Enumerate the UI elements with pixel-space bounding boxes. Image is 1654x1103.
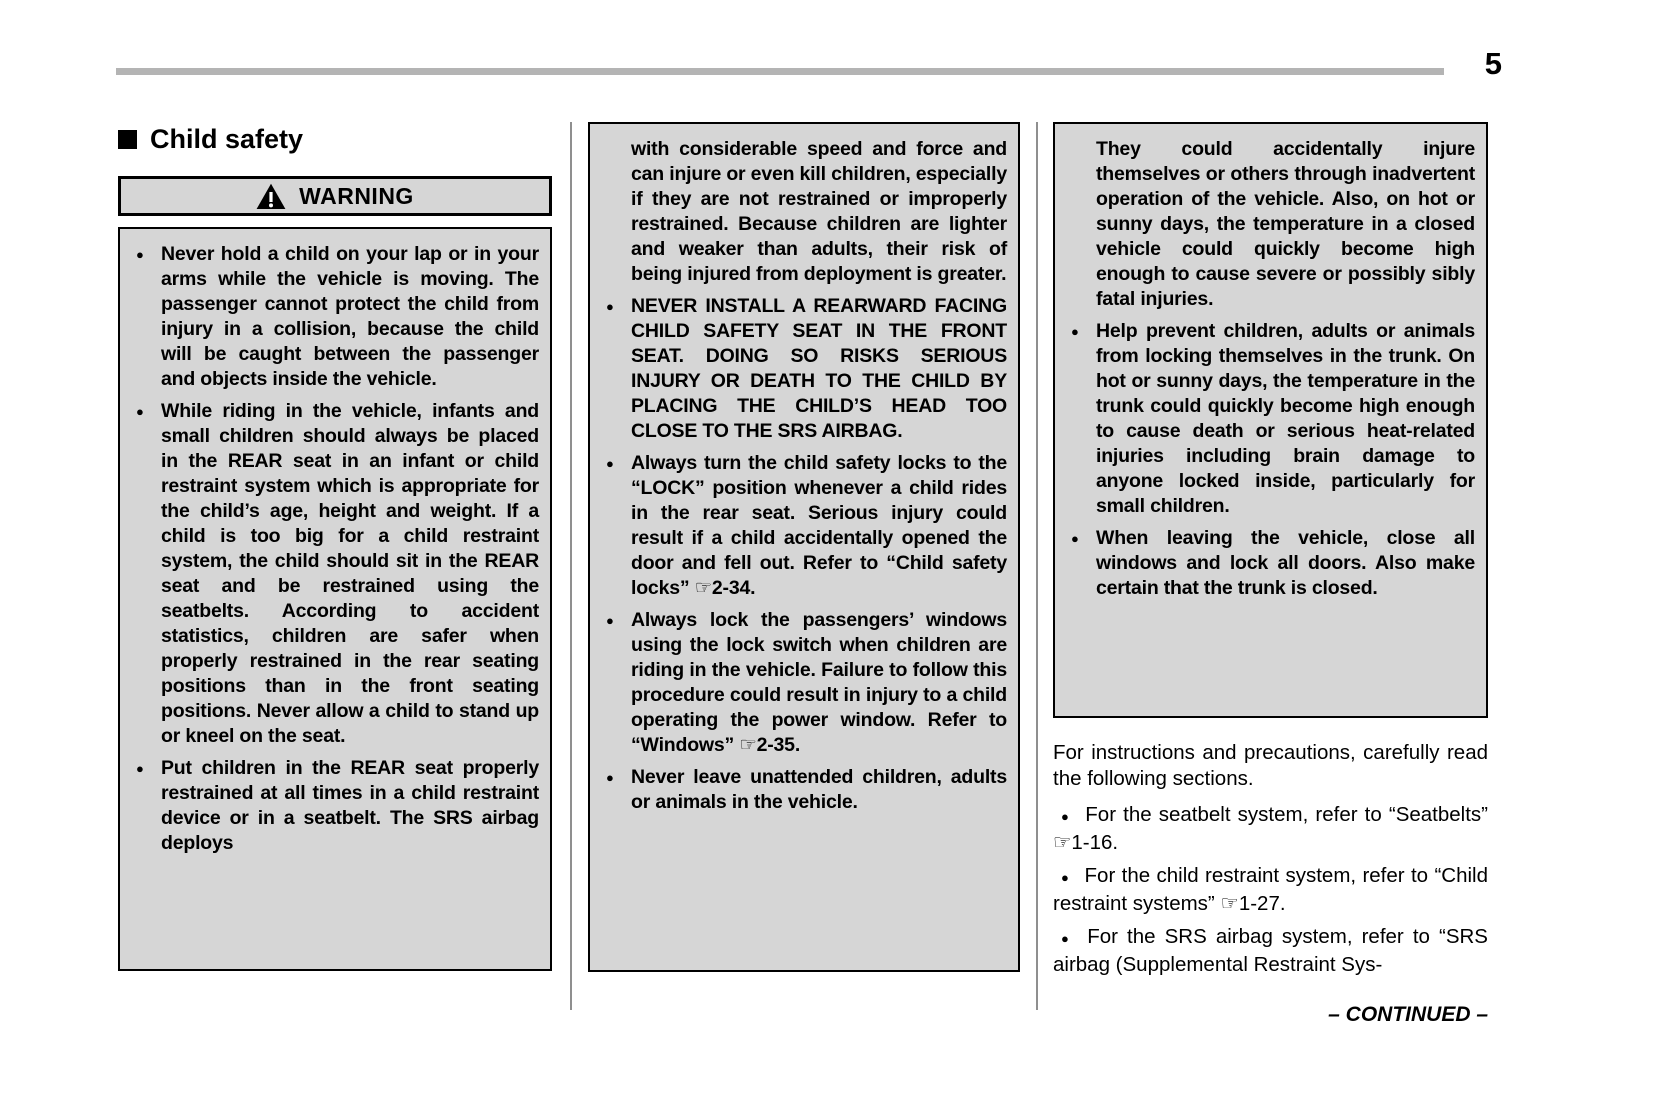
section-heading bbox=[118, 124, 552, 155]
warning-bullet-list-1 bbox=[131, 242, 539, 856]
warning-box-column-3 bbox=[1053, 122, 1488, 718]
warning-bullet: ● Never hold a child on your lap or in your arms while the vehicle is moving. The passenger cannot protect the child from injury in a collision, because the child will be caught between the passenger and objects inside the vehicle. bbox=[131, 242, 539, 392]
warning-continuation-text: They could accidentally injure themselves or others through inadvertent operation of the vehicle. Also, on hot or sunny days, the temperature in a closed vehicle could quickly become high enough to cause severe or possibly sibly fatal injuries. bbox=[1096, 138, 1475, 310]
warning-header bbox=[118, 176, 552, 216]
reference-list bbox=[1053, 802, 1488, 978]
references-intro: For instructions and precautions, carefully read the following sections. bbox=[1053, 741, 1488, 790]
warning-bullet-list-2 bbox=[601, 294, 1007, 815]
warning-bullet: ● Help prevent children, adults or animals from locking themselves in the trunk. On hot or sunny days, the temperature in the trunk could quickly become high enough to cause death or serious heat-related injuries including brain damage to anyone locked inside, particularly for small children. bbox=[1066, 319, 1475, 519]
warning-continuation-text: with considerable speed and force and can injure or even kill children, especially if they are not restrained or improperly restrained. Because children are lighter and weaker than adults, their risk of being injured from deployment is greater. bbox=[631, 138, 1007, 285]
warning-bullet-list-3 bbox=[1066, 319, 1475, 601]
column-2 bbox=[588, 122, 1020, 972]
warning-box-column-1 bbox=[118, 227, 552, 971]
warning-bullet: ● Always turn the child safety locks to the “LOCK” position whenever a child rides in the rear seat. Serious injury could result if a child accidentally opened the door and fell out. Refer to “Child safety locks” ☞2-34. bbox=[601, 451, 1007, 601]
column-divider-2 bbox=[1036, 122, 1038, 1010]
section-square-icon bbox=[118, 130, 137, 149]
references-section bbox=[1053, 740, 1488, 978]
warning-triangle-icon bbox=[256, 183, 286, 210]
reference-item: ● For the child restraint system, refer to “Child restraint systems” ☞1-27. bbox=[1053, 863, 1488, 917]
warning-box-column-2 bbox=[588, 122, 1020, 972]
column-1 bbox=[118, 124, 552, 971]
continued-label: – CONTINUED – bbox=[1328, 1003, 1488, 1026]
warning-bullet: ● NEVER INSTALL A REARWARD FACING CHILD SAFETY SEAT IN THE FRONT SEAT. DOING SO RISKS SERIOUS INJURY OR DEATH TO THE CHILD BY PLACING THE CHILD’S HEAD TOO CLOSE TO THE SRS AIRBAG. bbox=[601, 294, 1007, 444]
column-divider-1 bbox=[570, 122, 572, 1010]
warning-bullet: ● Never leave unattended children, adults or animals in the vehicle. bbox=[601, 765, 1007, 815]
reference-item: ● For the seatbelt system, refer to “Seatbelts” ☞1-16. bbox=[1053, 802, 1488, 856]
warning-bullet: ● Put children in the REAR seat properly restrained at all times in a child restraint device or in a seatbelt. The SRS airbag deploys bbox=[131, 756, 539, 856]
section-heading-text: Child safety bbox=[150, 124, 304, 154]
warning-bullet: ● While riding in the vehicle, infants and small children should always be placed in the REAR seat in an infant or child restraint system which is appropriate for the child’s age, height and weight. If a child is too big for a child restraint system, the child should sit in the REAR seat and be restrained using the seatbelts. According to accident statistics, children are safer when properly restrained in the rear seating positions than in the front seating positions. Never allow a child to stand up or kneel on the seat. bbox=[131, 399, 539, 749]
warning-bullet: ● Always lock the passengers’ windows using the lock switch when children are riding in the vehicle. Failure to follow this procedure could result in injury to a child operating the power window. Refer to “Windows” ☞2-35. bbox=[601, 608, 1007, 758]
warning-title: WARNING bbox=[299, 182, 414, 209]
column-3 bbox=[1053, 122, 1488, 985]
reference-item: ● For the SRS airbag system, refer to “SRS airbag (Supplemental Restraint Sys- bbox=[1053, 924, 1488, 978]
warning-bullet: ● When leaving the vehicle, close all windows and lock all doors. Also make certain that the trunk is closed. bbox=[1066, 526, 1475, 601]
page-number: 5 bbox=[1484, 46, 1502, 81]
top-rule bbox=[116, 68, 1444, 75]
